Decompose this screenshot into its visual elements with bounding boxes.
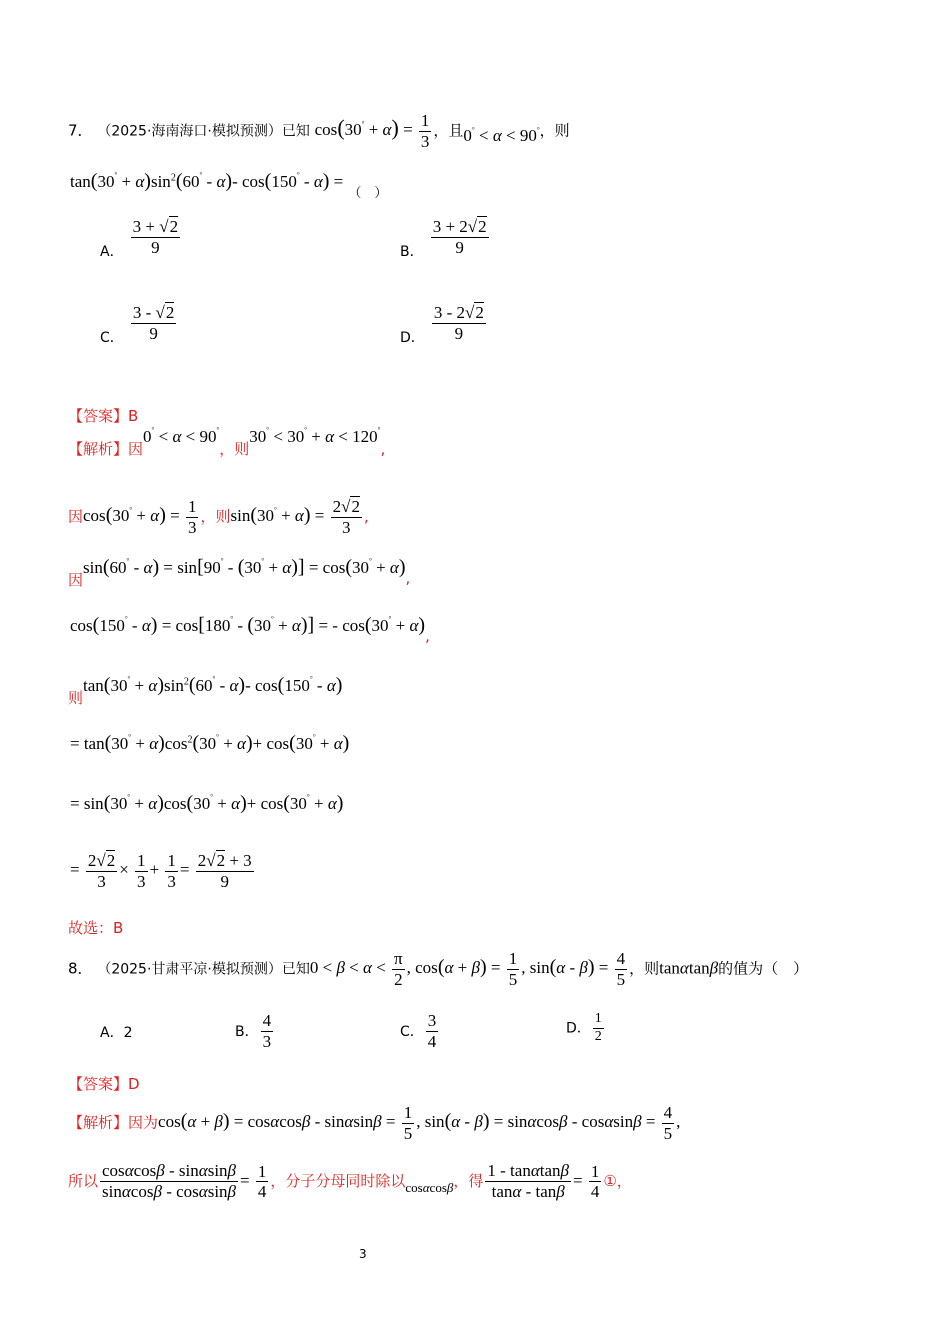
q8-answer: 【答案】D: [68, 1075, 140, 1093]
q8-option-b[interactable]: B． $\frac{4}{3}$: [235, 1011, 272, 1051]
q7-then: ，则: [539, 121, 570, 140]
q7-and: ，且: [433, 121, 464, 140]
q7-expression: $\tan(30^\circ + \alpha)\sin^2(60^\circ - \alpha)-$ cos(150° - α) = $_{( )}$: [70, 170, 388, 201]
q7-condition: 0° < α < 90°: [463, 125, 540, 146]
q7-option-b[interactable]: B． $\frac{3 + 2√2}{9}$: [400, 217, 487, 260]
option-label: A．: [100, 243, 124, 260]
analysis-label: 【解析】: [68, 440, 129, 458]
q8-analysis-line1: 【解析】因为cos(α + β) = cosαcosβ - sinαsinβ = $\frac{1}{5}$ , sin(α - β) = sinαcosβ - cosαsinβ = $\frac{4}{5}$ ,: [68, 1103, 681, 1143]
q8-stem: 8． （2025·甘肃平凉·模拟预测）已知0 < β < α < $\frac{\pi}{2}$ , cos(α + β) = $\frac{1}{5}$ , sin(α - β) = $\frac{4}{5}$ ，则tanαtanβ的值为（ ）: [68, 949, 809, 989]
q8-option-d[interactable]: D． $\frac{1}{2}$: [566, 1011, 602, 1044]
q7-analysis-line1: 【解析】因0° < α < 90°，则30° < 30° + α < 120°,: [68, 426, 386, 458]
q7-answer: [68, 405, 138, 426]
page-number: 3: [359, 1247, 367, 1261]
q7-analysis-line4: cos(150° - α) = cos[180° - (30° + α)] = - cos(30° + α),: [70, 614, 430, 645]
q7-option-d[interactable]: D． $\frac{3 - 2√2}{9}$: [400, 303, 484, 346]
q7-analysis-line6: = $\tan(30^\circ + \alpha)\cos^2(30^\circ + \alpha)+ \cos(30^\circ + \alpha)$: [70, 732, 350, 754]
q8-analysis-line2: 所以 $\frac{\cos\alpha\cos\beta - \sin\alpha\sin\beta}{\sin\alpha\cos\beta - \cos\alpha\sin\beta}$ = $\frac{1}{4}$ ，分子分母同时除以cosαcosβ，得 $\frac{1 - \tan\alpha\tan\beta}{\tan\alpha - \tan\beta}$ = $\frac{1}{4}$ ①，: [68, 1161, 632, 1202]
answer-label: 【答案】: [68, 407, 129, 425]
option-label: C．: [100, 329, 124, 346]
q7-source: （2025·海南海口·模拟预测）已知: [97, 123, 310, 140]
q8-option-a[interactable]: A．2: [100, 1025, 133, 1041]
q7-given: cos(30° + α) = $\frac{1}{3}$: [314, 111, 430, 151]
q8-option-c[interactable]: C． $\frac{3}{4}$: [400, 1011, 437, 1051]
q7-analysis-line2: 因cos(30° + α) = $\frac{1}{3}$ ，则sin(30° + α) = $\frac{2√2}{3}$ ,: [68, 497, 369, 537]
q7-option-a[interactable]: A． $\frac{3 + √2}{9}$: [100, 217, 179, 260]
q7-analysis-line5: 则$\tan(30^\circ + \alpha)\sin^2(60^\circ - \alpha)-$ cos(150° - α): [68, 674, 343, 707]
q7-analysis-line7: = sin(30° + α)cos(30° + α)+ cos(30° + α): [70, 792, 344, 814]
option-label: B．: [400, 243, 424, 260]
option-label: D．: [400, 329, 425, 346]
q7-analysis-line8: = $\frac{2√2}{3}$ × $\frac{1}{3}$ + $\frac{1}{3}$ = $\frac{2√2 + 3}{9}$: [70, 851, 252, 891]
q8-number: 8．: [68, 959, 93, 978]
q7-final: 故选：B: [68, 919, 124, 937]
q7-analysis-line3: 因sin(60° - α) = sin[90° - (30° + α)] = cos(30° + α),: [68, 556, 411, 589]
q7-paren: （ ）: [348, 186, 388, 201]
q7-stem: [68, 112, 570, 151]
q7-number: 7．: [68, 121, 93, 140]
answer-value: B: [128, 407, 139, 425]
q7-option-c[interactable]: C． $\frac{3 - √2}{9}$: [100, 303, 175, 346]
q8-source: （2025·甘肃平凉·模拟预测）已知: [97, 961, 310, 978]
